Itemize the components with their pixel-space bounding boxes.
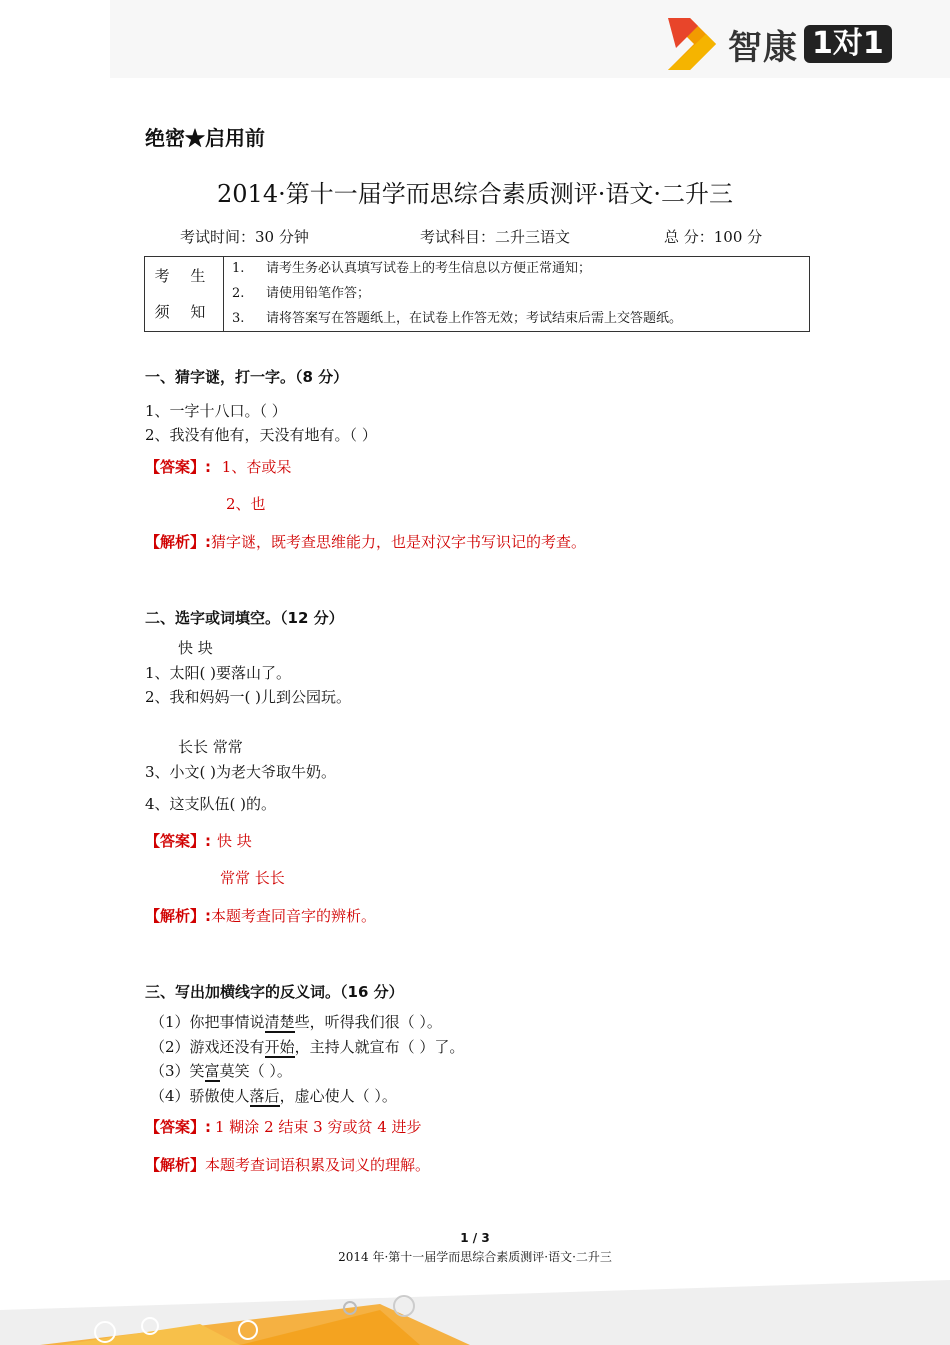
exam-title: 2014·第十一届学而思综合素质测评·语文·二升三 — [217, 180, 733, 208]
section2-q3: 3、小文( )为老大爷取牛奶。 — [145, 763, 337, 781]
section2-q1: 1、太阳( )要落山了。 — [145, 664, 292, 682]
section2-answer — [145, 830, 252, 851]
analysis-label: 【解析】: — [145, 533, 211, 551]
exam-total: 总 分：100 分 — [664, 228, 763, 246]
analysis-text: 本题考查词语积累及词义的理解。 — [205, 1156, 431, 1174]
answer-text: 1 糊涂 2 结束 3 穷或贫 4 进步 — [215, 1118, 422, 1136]
analysis-label: 【解析】: — [145, 907, 211, 925]
section3-q2: （2）游戏还没有开始，主持人就宣布（ ）了。 — [150, 1038, 465, 1056]
logo-text: 智康 — [728, 27, 798, 68]
section1-analysis — [145, 531, 586, 552]
section2-title: 二、选字或词填空。（12 分） — [145, 609, 344, 627]
analysis-text: 本题考查同音字的辨析。 — [211, 907, 377, 925]
section1-q1: 1、一字十八口。（ ） — [145, 402, 287, 420]
section1-q2: 2、我没有他有，天没有地有。（ ） — [145, 426, 377, 444]
notice-item: 1. 请考生务必认真填写试卷上的考生信息以方便正常通知； — [224, 257, 810, 282]
answer-text: 快 块 — [217, 832, 252, 850]
notice-label — [145, 257, 224, 332]
logo-x-icon — [668, 18, 718, 70]
section3-answer — [145, 1116, 422, 1137]
notice-table — [144, 256, 810, 332]
logo-badge: 1对1 — [804, 25, 892, 63]
section3-q4: （4）骄傲使人落后，虚心使人（ ）。 — [150, 1087, 397, 1105]
answer-label: 【答案】: — [145, 1118, 211, 1136]
section2-analysis — [145, 905, 376, 926]
exam-subject: 考试科目：二升三语文 — [420, 228, 571, 246]
confidential-mark: 绝密★启用前 — [145, 126, 265, 150]
notice-label-bottom: 须 知 — [154, 303, 214, 321]
section2-q2: 2、我和妈妈一( )儿到公园玩。 — [145, 688, 352, 706]
section2-answer2: 常常 长长 — [220, 869, 285, 887]
footer-text: 2014 年·第十一届学而思综合素质测评·语文·二升三 — [338, 1250, 612, 1264]
footer-decoration — [0, 1280, 950, 1345]
section2-choices2: 长长 常常 — [178, 738, 243, 756]
answer-text: 1、杏或呆 — [221, 458, 292, 476]
notice-label-top: 考 生 — [154, 267, 214, 285]
section1-answer — [145, 456, 291, 477]
section1-title: 一、猜字谜，打一字。（8 分） — [145, 368, 349, 386]
section2-q4: 4、这支队伍( )的。 — [145, 795, 277, 813]
brand-logo — [668, 18, 892, 70]
page-number: 1 / 3 — [460, 1231, 490, 1245]
answer-label: 【答案】: — [145, 832, 211, 850]
notice-item: 2. 请使用铅笔作答； — [224, 282, 810, 307]
answer-label: 【答案】: — [145, 458, 211, 476]
section3-title: 三、写出加横线字的反义词。（16 分） — [145, 983, 404, 1001]
analysis-label: 【解析】 — [145, 1156, 206, 1174]
section3-analysis — [145, 1154, 430, 1175]
section3-q1: （1）你把事情说清楚些，听得我们很（ ）。 — [150, 1013, 442, 1031]
analysis-text: 猜字谜，既考查思维能力，也是对汉字书写识记的考查。 — [211, 533, 587, 551]
section3-q3: （3）笑富莫笑（ ）。 — [150, 1062, 292, 1080]
section1-answer2: 2、也 — [226, 495, 266, 513]
section2-choices1: 快 块 — [178, 639, 213, 657]
notice-item: 3. 请将答案写在答题纸上，在试卷上作答无效；考试结束后需上交答题纸。 — [224, 306, 810, 331]
exam-time: 考试时间：30 分钟 — [180, 228, 309, 246]
